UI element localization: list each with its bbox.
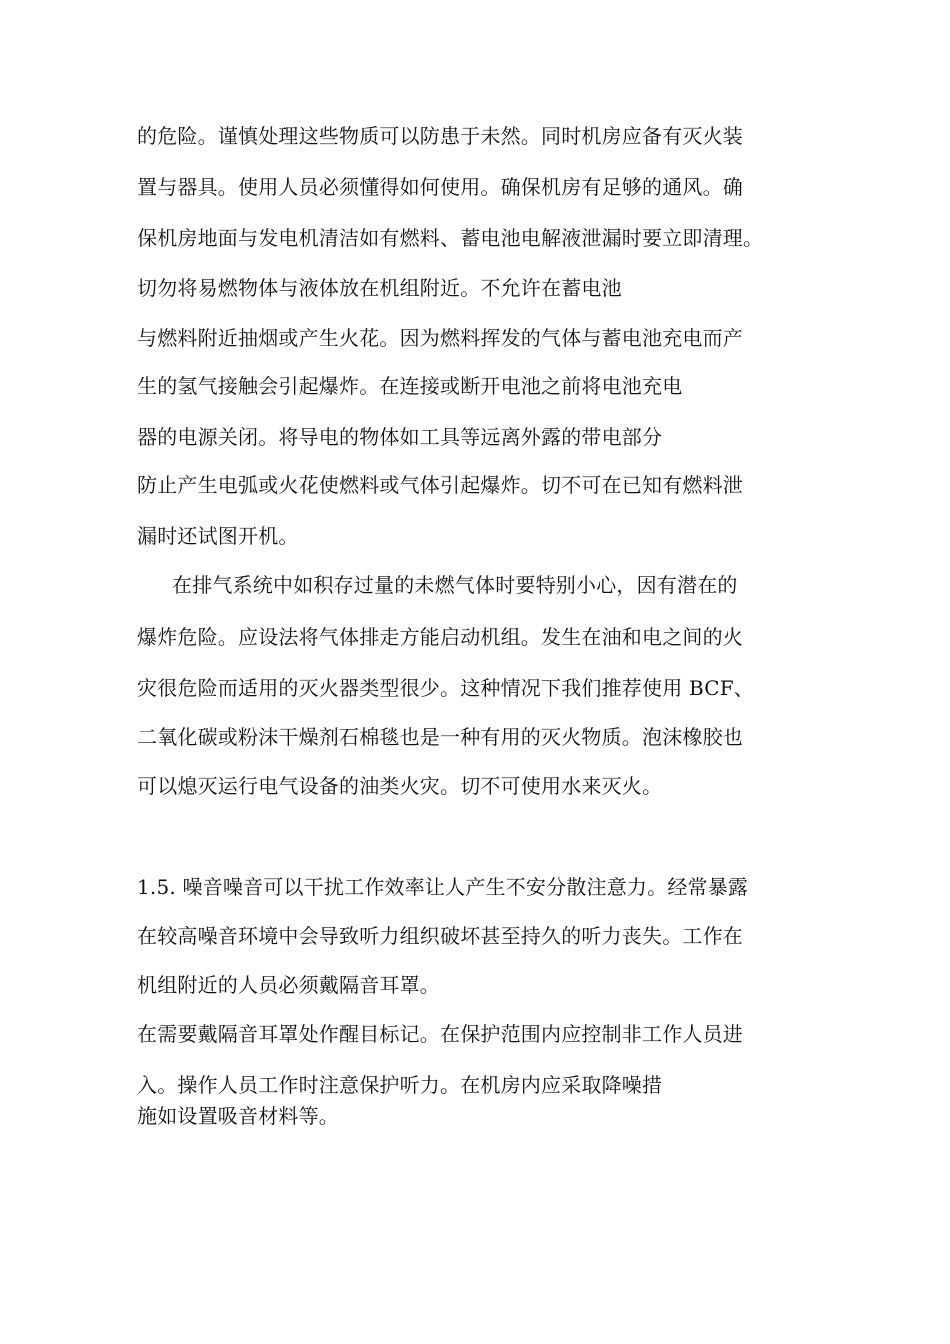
text-line: 漏时还试图开机。: [137, 524, 299, 548]
text-line: 入。操作人员工作时注意保护听力。在机房内应采取降噪措: [137, 1073, 663, 1097]
text-line: 切勿将易燃物体与液体放在机组附近。不允许在蓄电池: [137, 276, 622, 300]
text-line: 灾很危险而适用的灭火器类型很少。这种情况下我们推荐使用 BCF、: [137, 676, 755, 700]
paragraph-first-line: 在排气系统中如积存过量的未燃气体时要特别小心，因有潜在的: [172, 573, 738, 597]
text-line: 置与器具。使用人员必须懂得如何使用。确保机房有足够的通风。确: [137, 175, 743, 199]
text-line: 在需要戴隔音耳罩处作醒目标记。在保护范围内应控制非工作人员进: [137, 1022, 743, 1046]
text-line: 生的氢气接触会引起爆炸。在连接或断开电池之前将电池充电: [137, 374, 683, 398]
section-heading-line: 1.5. 噪音噪音可以干扰工作效率让人产生不安分散注意力。经常暴露: [137, 875, 749, 899]
text-line: 可以熄灭运行电气设备的油类火灾。切不可使用水来灭火。: [137, 774, 663, 798]
text-line: 施如设置吸音材料等。: [137, 1104, 339, 1128]
text-line: 保机房地面与发电机清洁如有燃料、蓄电池电解液泄漏时要立即清理。: [137, 226, 764, 250]
text-line: 器的电源关闭。将导电的物体如工具等远离外露的带电部分: [137, 425, 663, 449]
text-line: 防止产生电弧或火花使燃料或气体引起爆炸。切不可在已知有燃料泄: [137, 473, 743, 497]
text-line: 与燃料附近抽烟或产生火花。因为燃料挥发的气体与蓄电池充电而产: [137, 326, 743, 350]
text-line: 的危险。谨慎处理这些物质可以防患于未然。同时机房应备有灭火装: [137, 124, 743, 148]
text-line: 机组附近的人员必须戴隔音耳罩。: [137, 973, 440, 997]
text-line: 爆炸危险。应设法将气体排走方能启动机组。发生在油和电之间的火: [137, 625, 743, 649]
text-line: 在较高噪音环境中会导致听力组织破坏甚至持久的听力丧失。工作在: [137, 924, 743, 948]
text-line: 二氧化碳或粉沫干燥剂石棉毯也是一种有用的灭火物质。泡沫橡胶也: [137, 725, 743, 749]
